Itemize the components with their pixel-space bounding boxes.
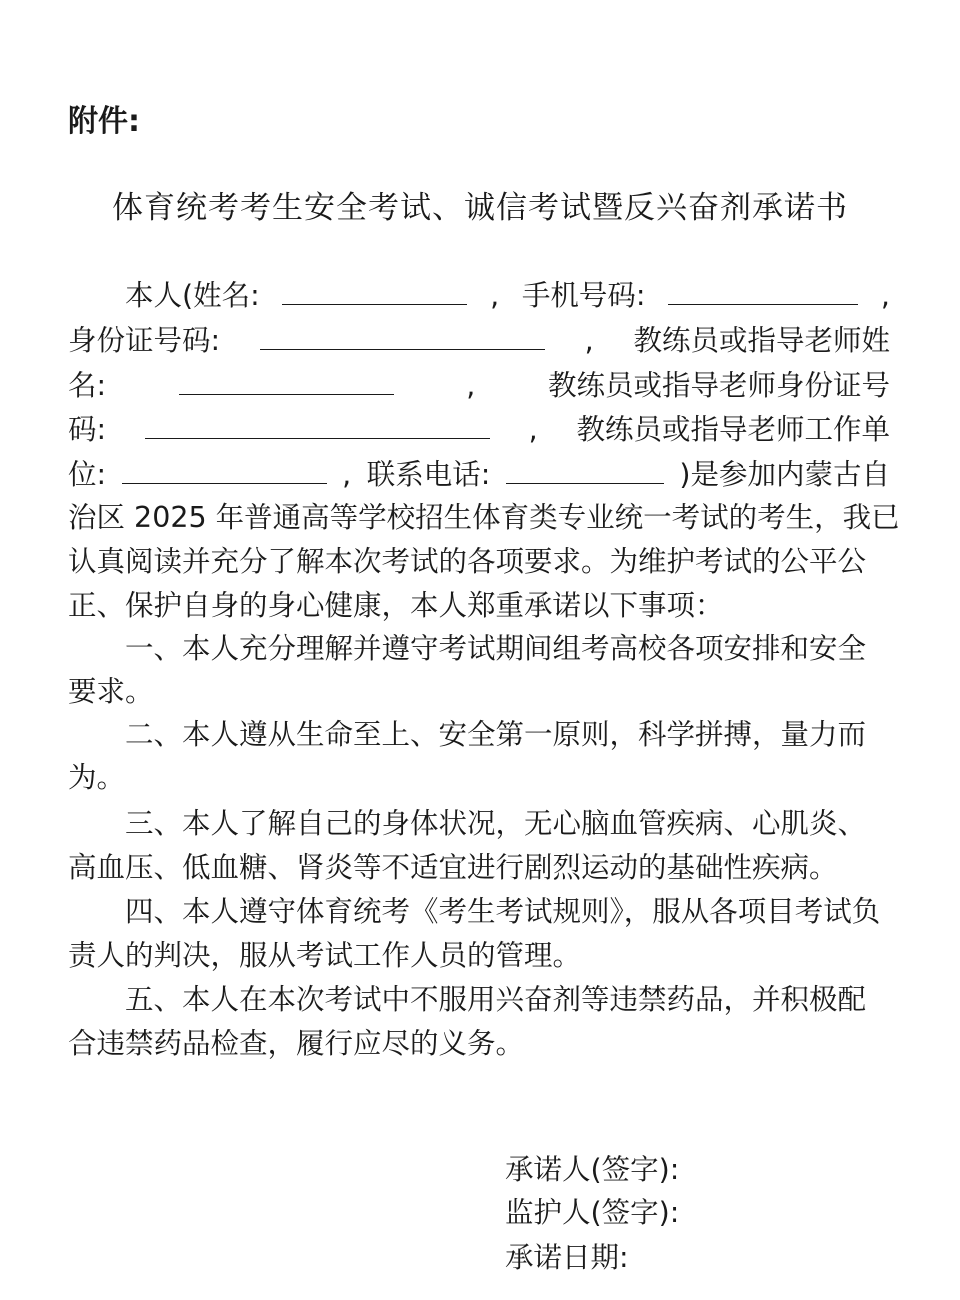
item-two-line: 二、本人遵从生命至上、安全第一原则，科学拼搏，量力而	[125, 718, 867, 751]
id-label: 身份证号码:	[68, 324, 221, 357]
comma: ,	[584, 324, 594, 357]
name-blank[interactable]	[282, 274, 467, 305]
form-tail: )是参加内蒙古自	[679, 458, 890, 491]
item-five-line: 五、本人在本次考试中不服用兴奋剂等违禁药品，并积极配	[125, 983, 867, 1016]
form-line-1	[68, 274, 890, 318]
coach-name-label-end: 名:	[68, 369, 107, 402]
comma: ,	[528, 413, 538, 446]
item-three-line: 高血压、低血糖、肾炎等不适宜进行剧烈运动的基础性疾病。	[68, 851, 838, 884]
comma: ,	[342, 458, 352, 491]
comma: ,	[880, 279, 890, 312]
promisor-signature-label: 承诺人(签字):	[505, 1153, 680, 1186]
coach-id-label: 教练员或指导老师身份证号	[547, 369, 890, 402]
form-line-3	[68, 364, 890, 408]
commitment-date-label: 承诺日期:	[505, 1241, 629, 1274]
contact-label: 联系电话:	[366, 458, 491, 491]
contact-phone-blank[interactable]	[506, 453, 664, 484]
item-three-line: 三、本人了解自己的身体状况，无心脑血管疾病、心肌炎、	[125, 807, 867, 840]
coach-unit-label: 教练员或指导老师工作单	[576, 413, 890, 446]
item-one-line: 一、本人充分理解并遵守考试期间组考高校各项安排和安全	[125, 632, 867, 665]
form-line-4	[68, 408, 890, 452]
body-line: 认真阅读并充分了解本次考试的各项要求。为维护考试的公平公	[68, 545, 867, 578]
coach-unit-blank[interactable]	[122, 453, 327, 484]
item-five-line: 合违禁药品检查，履行应尽的义务。	[68, 1027, 525, 1060]
item-four-line: 四、本人遵守体育统考《考生考试规则》，服从各项目考试负	[125, 895, 881, 928]
coach-unit-label-end: 位:	[68, 458, 107, 491]
comma: ,	[490, 279, 500, 312]
document-title: 体育统考考生安全考试、诚信考试暨反兴奋剂承诺书	[112, 190, 848, 226]
coach-name-blank[interactable]	[179, 364, 394, 395]
guardian-signature-label: 监护人(签字):	[505, 1196, 680, 1229]
id-number-blank[interactable]	[260, 319, 545, 350]
body-line: 治区 2025 年普通高等学校招生体育类专业统一考试的考生，我已	[68, 501, 900, 534]
name-label: 本人(姓名:	[125, 279, 260, 312]
coach-id-blank[interactable]	[145, 408, 490, 439]
attachment-label: 附件:	[68, 104, 140, 139]
comma: ,	[466, 369, 476, 402]
item-four-line: 责人的判决，服从考试工作人员的管理。	[68, 939, 582, 972]
phone-label: 手机号码:	[521, 279, 646, 312]
phone-blank[interactable]	[668, 274, 858, 305]
form-line-2	[68, 319, 890, 363]
item-two-line: 为。	[68, 761, 126, 794]
coach-name-label: 教练员或指导老师姓	[633, 324, 890, 357]
item-one-line: 要求。	[68, 675, 154, 708]
form-line-5	[68, 453, 890, 497]
coach-id-label-end: 码:	[68, 413, 107, 446]
body-line: 正、保护自身的身心健康，本人郑重承诺以下事项：	[68, 589, 724, 622]
